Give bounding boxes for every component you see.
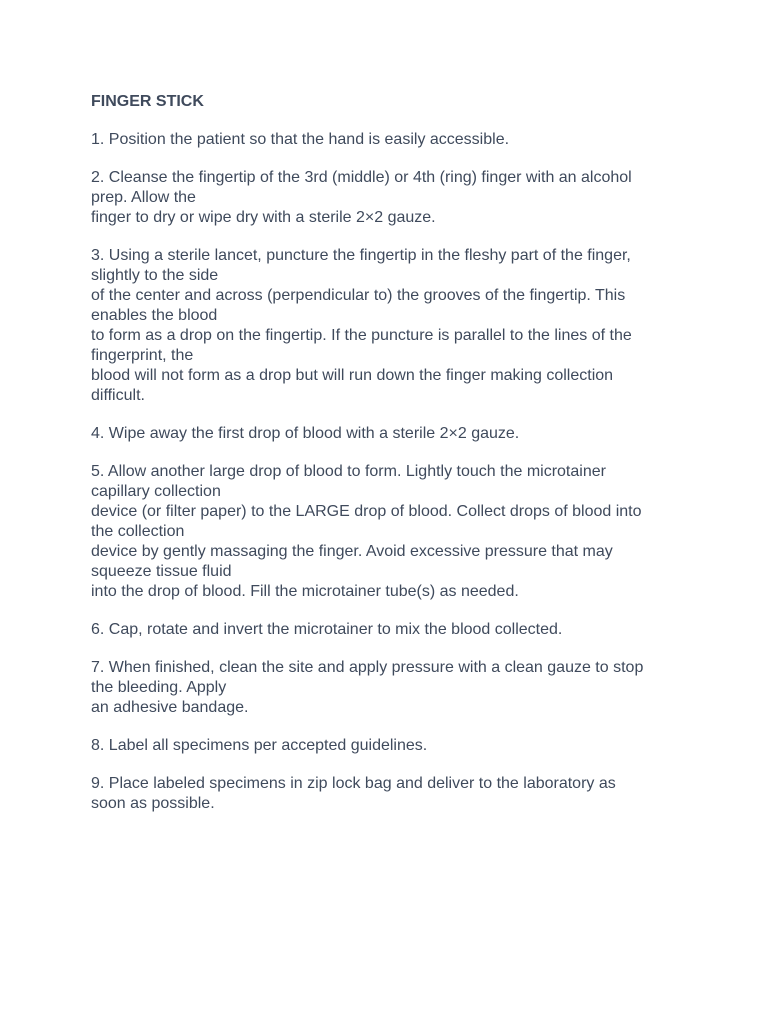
step-line: device (or filter paper) to the LARGE drop of blood. Collect drops of blood into <box>91 503 642 520</box>
step-line: slightly to the side <box>91 267 219 284</box>
step-line: blood will not form as a drop but will run down the finger making collection <box>91 367 614 384</box>
step-line: difficult. <box>91 387 145 404</box>
step-9 <box>91 774 691 814</box>
step-line: prep. Allow the <box>91 189 196 206</box>
step-3 <box>91 246 691 406</box>
step-line: device by gently massaging the finger. Avoid excessive pressure that may <box>91 543 613 560</box>
step-line: of the center and across (perpendicular to) the grooves of the fingertip. This <box>91 287 626 304</box>
step-line: 5. Allow another large drop of blood to form. Lightly touch the microtainer <box>91 463 606 480</box>
step-1 <box>91 130 691 150</box>
step-line: the collection <box>91 523 185 540</box>
step-line: fingerprint, the <box>91 347 194 364</box>
step-line: 4. Wipe away the first drop of blood with a sterile 2×2 gauze. <box>91 425 520 442</box>
step-line: an adhesive bandage. <box>91 699 249 716</box>
step-line: finger to dry or wipe dry with a sterile 2×2 gauze. <box>91 209 436 226</box>
step-line: 8. Label all specimens per accepted guidelines. <box>91 737 428 754</box>
step-line: enables the blood <box>91 307 218 324</box>
step-line: capillary collection <box>91 483 221 500</box>
step-7 <box>91 658 691 718</box>
step-line: 9. Place labeled specimens in zip lock bag and deliver to the laboratory as <box>91 775 616 792</box>
document-page <box>91 92 691 832</box>
step-line: soon as possible. <box>91 795 215 812</box>
step-line: to form as a drop on the fingertip. If the puncture is parallel to the lines of the <box>91 327 632 344</box>
step-line: the bleeding. Apply <box>91 679 227 696</box>
steps-list <box>91 130 691 814</box>
step-6 <box>91 620 691 640</box>
step-4 <box>91 424 691 444</box>
step-line: 2. Cleanse the fingertip of the 3rd (middle) or 4th (ring) finger with an alcohol <box>91 169 632 186</box>
document-title: FINGER STICK <box>91 93 204 110</box>
step-8 <box>91 736 691 756</box>
step-line: 1. Position the patient so that the hand is easily accessible. <box>91 131 510 148</box>
step-line: 7. When finished, clean the site and apply pressure with a clean gauze to stop <box>91 659 644 676</box>
step-2 <box>91 168 691 228</box>
step-line: into the drop of blood. Fill the microtainer tube(s) as needed. <box>91 583 519 600</box>
step-line: 3. Using a sterile lancet, puncture the fingertip in the fleshy part of the finger, <box>91 247 631 264</box>
step-line: 6. Cap, rotate and invert the microtainer to mix the blood collected. <box>91 621 563 638</box>
step-line: squeeze tissue fluid <box>91 563 232 580</box>
step-5 <box>91 462 691 602</box>
